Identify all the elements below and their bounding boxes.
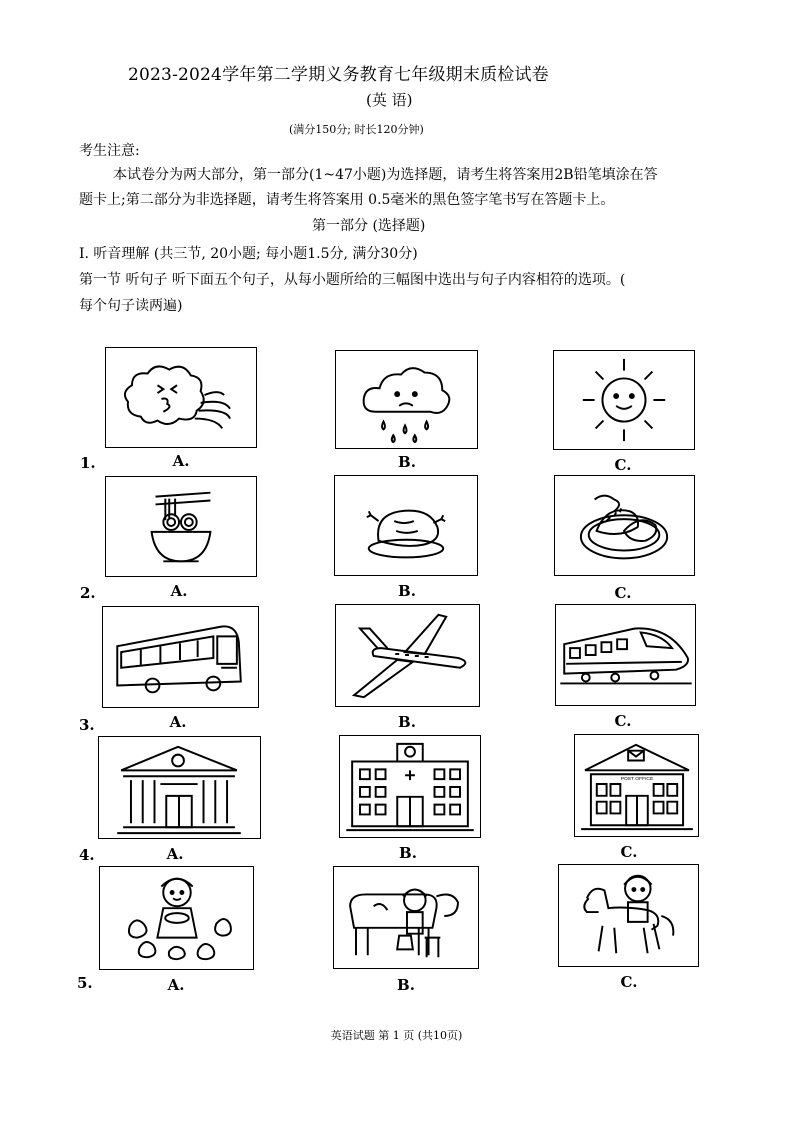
option-picture[interactable]: [553, 350, 695, 450]
option-label: B.: [397, 976, 415, 994]
dumplings-icon: [555, 476, 694, 575]
page-footer: 英语试题 第 1 页 (共10页): [330, 1029, 463, 1042]
option-label: C.: [614, 584, 632, 602]
hospital-icon: [340, 736, 480, 837]
boy-riding-horse-icon: [559, 865, 698, 966]
post-office-sign: POST OFFICE: [620, 777, 654, 783]
option-picture[interactable]: [555, 604, 696, 706]
option-picture[interactable]: [558, 864, 699, 967]
rain-cloud-icon: [336, 351, 477, 448]
score-time-info: (满分150分; 时长120分钟): [289, 123, 424, 136]
sun-icon: [554, 351, 694, 449]
train-icon: [556, 605, 695, 705]
option-label: C.: [614, 456, 632, 474]
option-label: B.: [399, 844, 417, 862]
option-label: C.: [614, 712, 632, 730]
part1-heading: 第一部分 (选择题): [312, 218, 426, 234]
option-label: A.: [166, 845, 184, 863]
bank-icon: [99, 737, 260, 838]
question-number: 2.: [80, 584, 96, 602]
noodles-icon: [106, 477, 256, 576]
instruction-line-1: 第一节 听句子 听下面五个句子，从每小题所给的三幅图中选出与句子内容相符的选项。(: [79, 272, 626, 288]
plane-icon: [336, 605, 479, 706]
notice-line-1: 本试卷分为两大部分，第一部分(1~47小题)为选择题，请考生将答案用2B铅笔填涂在答: [113, 167, 658, 183]
girl-feeding-ducks-icon: [100, 867, 253, 969]
option-picture[interactable]: [334, 475, 478, 576]
option-label: B.: [398, 713, 416, 731]
option-label: A.: [172, 452, 190, 470]
option-picture[interactable]: [335, 604, 480, 707]
option-picture[interactable]: [99, 866, 254, 970]
option-picture[interactable]: [333, 866, 479, 969]
subject-label: (英 语): [366, 91, 413, 109]
option-label: B.: [398, 453, 416, 471]
option-label: A.: [167, 976, 185, 994]
option-label: B.: [398, 582, 416, 600]
post-office-icon: [575, 735, 698, 836]
boy-milking-cow-icon: [334, 867, 478, 968]
option-picture[interactable]: [554, 475, 695, 576]
exam-title: 2023-2024学年第二学期义务教育七年级期末质检试卷: [128, 65, 549, 85]
notice-line-2: 题卡上;第二部分为非选择题，请考生将答案用 0.5毫米的黑色签字笔书写在答题卡上。: [79, 192, 615, 208]
option-picture[interactable]: [105, 476, 257, 577]
bus-icon: [103, 607, 258, 707]
section-heading: I. 听音理解 (共三节, 20小题; 每小题1.5分, 满分30分): [79, 246, 418, 262]
question-number: 3.: [79, 716, 95, 734]
option-picture[interactable]: [98, 736, 261, 839]
instruction-line-2: 每个句子读两遍): [79, 298, 183, 314]
option-label: C.: [620, 973, 638, 991]
option-label: C.: [620, 843, 638, 861]
question-number: 5.: [77, 974, 93, 992]
option-label: A.: [170, 582, 188, 600]
windy-cloud-icon: [106, 348, 256, 447]
option-picture[interactable]: [574, 734, 699, 837]
notice-heading: 考生注意:: [79, 143, 140, 159]
option-picture[interactable]: [105, 347, 257, 448]
option-picture[interactable]: [335, 350, 478, 449]
option-label: A.: [169, 713, 187, 731]
option-picture[interactable]: [102, 606, 259, 708]
question-number: 4.: [79, 846, 95, 864]
option-picture[interactable]: [339, 735, 481, 838]
roast-chicken-icon: [335, 476, 477, 575]
question-number: 1.: [80, 454, 96, 472]
